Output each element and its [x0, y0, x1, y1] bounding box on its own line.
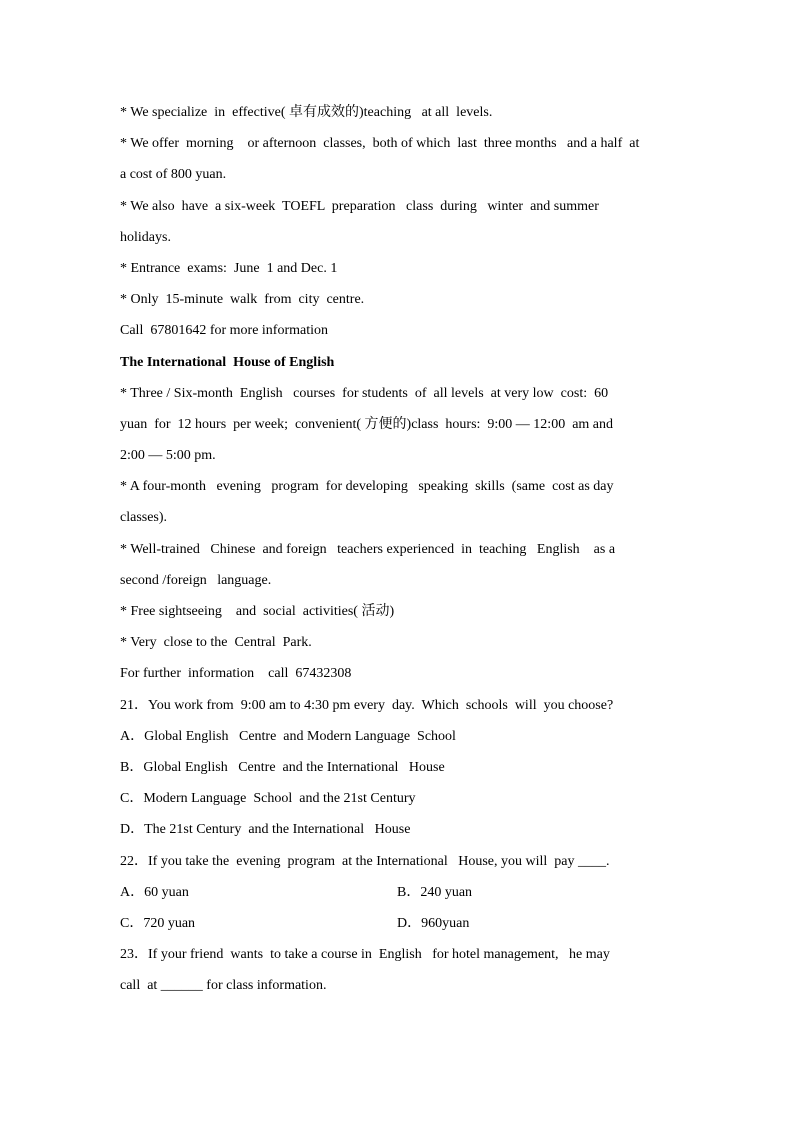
options-row	[120, 877, 680, 908]
option-a: A．Global English Centre and Modern Language School	[120, 728, 456, 744]
text-line: * Three / Six-month English courses for students of all levels at very low cost: 60	[120, 385, 609, 401]
section-heading: The International House of English	[120, 354, 335, 370]
text-line: * A four-month evening program for developing speaking skills (same cost as day	[120, 479, 614, 495]
document-page	[120, 97, 680, 1001]
text-line: classes).	[120, 510, 168, 526]
text-line: * Only 15-minute walk from city centre.	[120, 292, 365, 308]
text-line: * Very close to the Central Park.	[120, 635, 312, 651]
text-line: a cost of 800 yuan.	[120, 167, 227, 183]
options-row	[120, 908, 680, 939]
question-23: 23．If your friend wants to take a course in English for hotel management, he may	[120, 947, 610, 963]
text-line: second /foreign language.	[120, 572, 272, 588]
text-line: yuan for 12 hours per week; convenient( 方便的)class hours: 9:00 — 12:00 am and	[120, 416, 614, 432]
option-c: C．Modern Language School and the 21st Century	[120, 791, 416, 807]
text-line: * We offer morning or afternoon classes, both of which last three months and a half at	[120, 136, 640, 152]
text-line: holidays.	[120, 229, 171, 245]
question-21: 21．You work from 9:00 am to 4:30 pm every day. Which schools will you choose?	[120, 697, 614, 713]
text-line: Call 67801642 for more information	[120, 323, 329, 339]
text-line: * We specialize in effective( 卓有成效的)teaching at all levels.	[120, 105, 493, 120]
option-b: B．240 yuan	[397, 884, 473, 900]
option-a: A．60 yuan	[120, 884, 189, 900]
text-line: For further information call 67432308	[120, 666, 352, 682]
option-c: C．720 yuan	[120, 915, 196, 931]
option-d: D．960yuan	[397, 915, 470, 931]
text-line: * We also have a six-week TOEFL preparation class during winter and summer	[120, 198, 599, 214]
option-d: D．The 21st Century and the International House	[120, 822, 411, 838]
text-line: * Entrance exams: June 1 and Dec. 1	[120, 260, 338, 276]
option-b: B．Global English Centre and the International House	[120, 759, 445, 775]
text-line: 2:00 — 5:00 pm.	[120, 448, 216, 464]
text-line: * Well-trained Chinese and foreign teachers experienced in teaching English as a	[120, 541, 616, 557]
text-line: call at ______ for class information.	[120, 978, 327, 994]
text-line: * Free sightseeing and social activities( 活动)	[120, 604, 395, 619]
question-22: 22．If you take the evening program at the International House, you will pay ____.	[120, 853, 610, 869]
